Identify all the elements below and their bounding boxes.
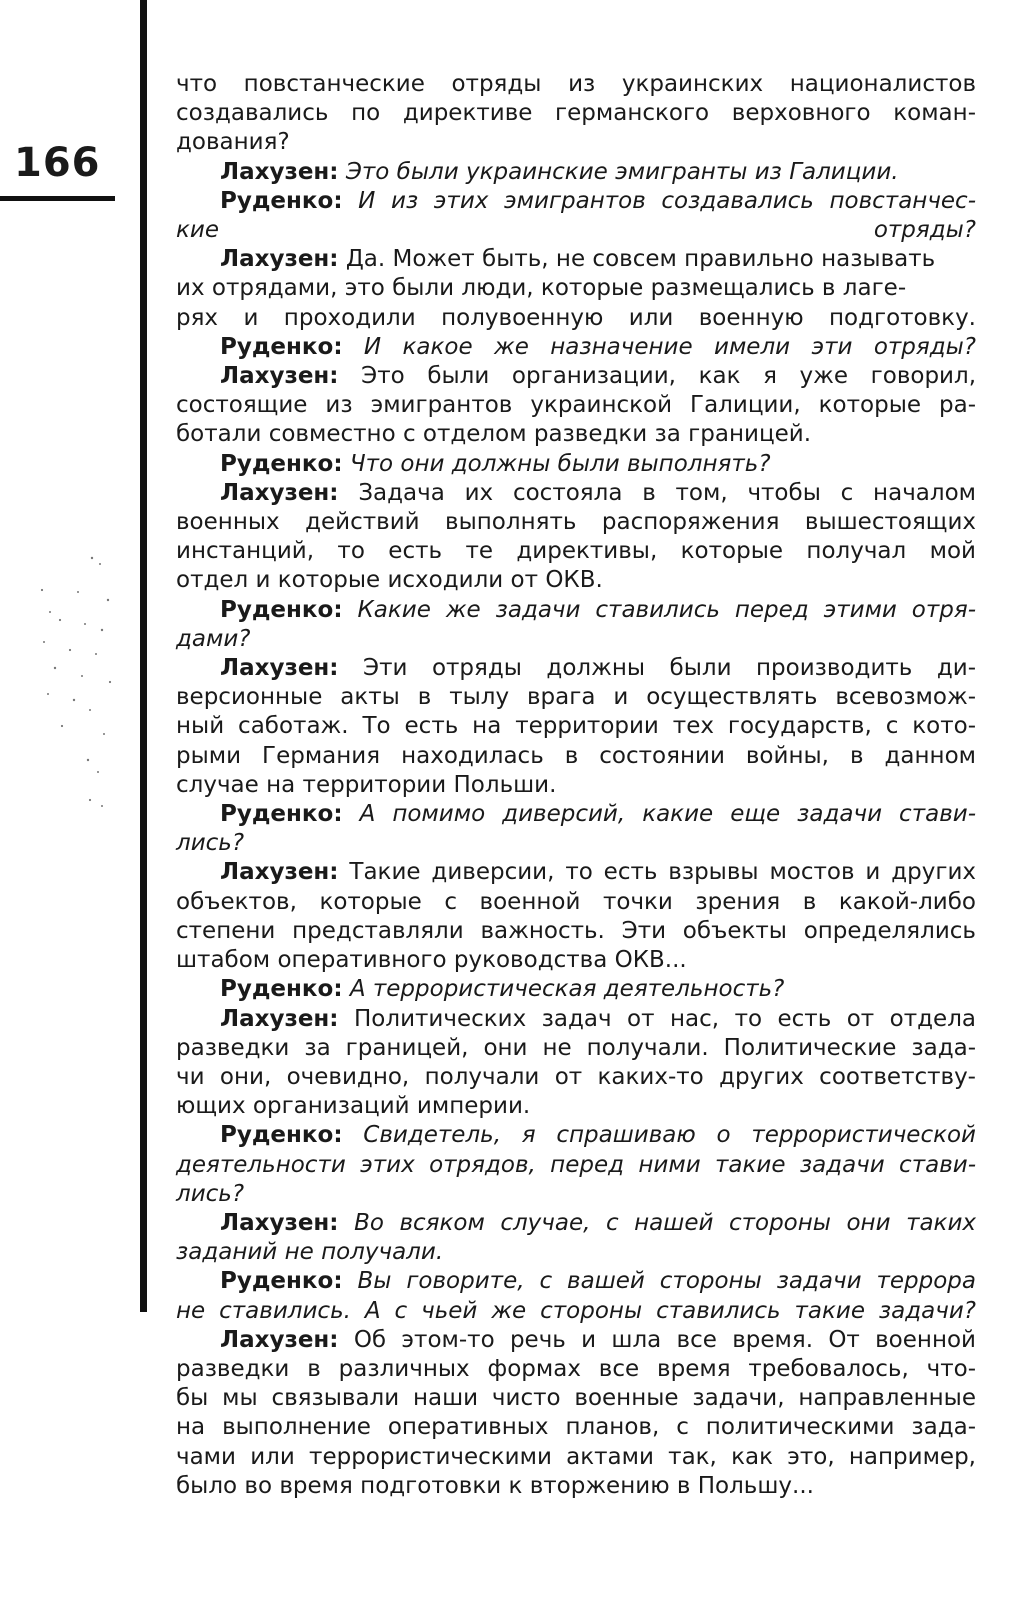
text-line: рыми Германия находилась в состоянии войны, в данном (176, 742, 976, 769)
page-number: 166 (14, 140, 101, 186)
paragraph (176, 975, 976, 1004)
text-line: Эти отряды должны были производить ди- (363, 655, 976, 682)
text-line: версионные акты в тылу врага и осуществлять всевозмож- (176, 684, 976, 711)
text-line: лись? (176, 830, 245, 857)
text-line: ющих организаций империи. (176, 1093, 531, 1120)
text-line: Это были украинские эмигранты из Галиции. (345, 158, 899, 185)
text-line: состоящие из эмигрантов украинской Галиции, которые ра- (176, 392, 976, 419)
text-line: Такие диверсии, то есть взрывы мостов и других (349, 859, 977, 886)
speaker-name: Лахузен: (220, 1209, 339, 1236)
paragraph (176, 596, 976, 654)
text-line: штабом оперативного руководства ОКВ... (176, 947, 687, 974)
margin-vertical-rule (140, 0, 147, 1312)
text-line: бы мы связывали наши чисто военные задачи, направленные (176, 1385, 976, 1412)
paragraph (176, 1209, 976, 1267)
text-line: А помимо диверсий, какие еще задачи стави- (359, 801, 976, 828)
text-line: их отрядами, это были люди, которые размещались в лаге- (176, 275, 907, 302)
paragraph (176, 1267, 976, 1325)
paragraph (176, 70, 976, 158)
text-line: разведки за границей, они не получали. Политические зада- (176, 1034, 976, 1061)
text-line: на выполнение оперативных планов, с политическими зада- (176, 1414, 976, 1441)
text-line: рях и проходили полувоенную или военную подготовку. (176, 304, 976, 331)
speaker-name: Лахузен: (220, 655, 339, 682)
speaker-name: Руденко: (220, 187, 343, 214)
text-line: отдел и которые исходили от ОКВ. (176, 567, 603, 594)
text-line: ный саботаж. То есть на территории тех государств, с кото- (176, 713, 976, 740)
text-line: Об этом-то речь и шла все время. От военной (353, 1326, 976, 1353)
text-line: И из этих эмигрантов создавались повстанчес- (358, 187, 977, 214)
text-line: Свидетель, я спрашиваю о террористической (363, 1122, 977, 1149)
paragraph (176, 858, 976, 975)
paragraph (176, 1005, 976, 1122)
text-line: чами или террористическими актами так, как это, например, (176, 1443, 976, 1470)
text-line: А террористическая деятельность? (349, 976, 785, 1003)
paragraph (176, 450, 976, 479)
scan-noise-marks (30, 550, 120, 820)
speaker-name: Руденко: (220, 1268, 343, 1295)
text-line: лись? (176, 1180, 245, 1207)
text-line: деятельности этих отрядов, перед ними такие задачи стави- (176, 1151, 976, 1178)
speaker-name: Лахузен: (220, 479, 339, 506)
text-line: ботали совместно с отделом разведки за границей. (176, 421, 812, 448)
text-line: Что они должны были выполнять? (349, 450, 771, 477)
text-line: Вы говорите, с вашей стороны задачи террора (357, 1268, 976, 1295)
paragraph (176, 158, 976, 187)
text-line: чи они, очевидно, получали от каких-то других соответству- (176, 1063, 976, 1090)
speaker-name: Руденко: (220, 596, 343, 623)
text-line: дами? (176, 625, 251, 652)
speaker-name: Лахузен: (220, 1005, 339, 1032)
speaker-name: Руденко: (220, 976, 343, 1003)
text-line: Это были организации, как я уже говорил, (361, 363, 977, 390)
text-line: было во время подготовки к вторжению в Польшу... (176, 1472, 814, 1499)
text-line: Да. Может быть, не совсем правильно называть (345, 246, 936, 273)
text-line: Какие же задачи ставились перед этими отря- (357, 596, 977, 623)
speaker-name: Руденко: (220, 333, 343, 360)
text-line: заданий не получали. (176, 1239, 444, 1266)
text-line: разведки в различных формах все время требовалось, что- (176, 1355, 976, 1382)
speaker-name: Руденко: (220, 450, 343, 477)
speaker-name: Руденко: (220, 801, 343, 828)
paragraph (176, 479, 976, 596)
speaker-name: Лахузен: (220, 859, 339, 886)
text-line: случае на территории Польши. (176, 771, 557, 798)
paragraph (176, 333, 976, 362)
speaker-name: Лахузен: (220, 246, 339, 273)
speaker-name: Лахузен: (220, 1326, 339, 1353)
text-line: что повстанческие отряды из украинских националистов (176, 71, 976, 97)
speaker-name: Лахузен: (220, 158, 339, 185)
paragraph (176, 362, 976, 450)
text-line: степени представляли важность. Эти объекты определялись (176, 917, 976, 944)
text-line: объектов, которые с военной точки зрения в какой-либо (176, 888, 976, 915)
speaker-name: Лахузен: (220, 363, 339, 390)
paragraph (176, 800, 976, 858)
text-line: Политических задач от нас, то есть от отдела (354, 1005, 976, 1032)
paragraph (176, 1326, 976, 1501)
text-line: инстанций, то есть те директивы, которые получал мой (176, 538, 976, 565)
paragraph (176, 187, 976, 245)
paragraph (176, 245, 976, 333)
text-line: не ставились. А с чьей же стороны ставились такие задачи? (176, 1297, 976, 1324)
text-line: дования? (176, 129, 290, 156)
page-number-rule (0, 196, 115, 201)
text-line: Во всяком случае, с нашей стороны они таких (354, 1209, 977, 1236)
text-line: создавались по директиве германского верховного коман- (176, 100, 976, 127)
paragraph (176, 1121, 976, 1209)
text-line: Задача их состояла в том, чтобы с началом (358, 479, 976, 506)
transcript-text (176, 70, 976, 1501)
text-line: военных действий выполнять распоряжения вышестоящих (176, 509, 976, 536)
text-line: кие отряды? (176, 217, 976, 244)
paragraph (176, 654, 976, 800)
speaker-name: Руденко: (220, 1122, 343, 1149)
text-line: И какое же назначение имели эти отряды? (363, 333, 977, 360)
